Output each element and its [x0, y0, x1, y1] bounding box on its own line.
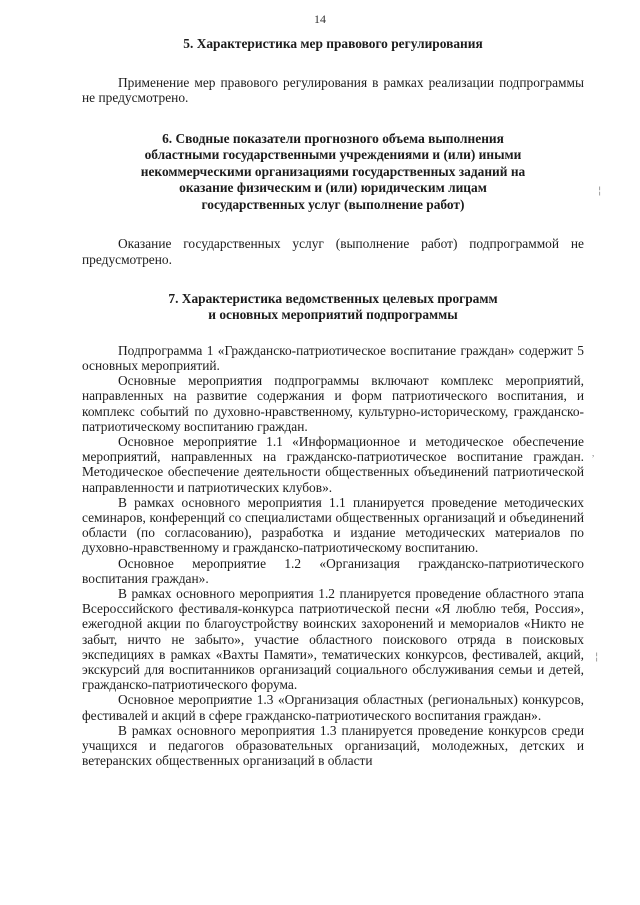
heading-line: 6. Сводные показатели прогнозного объема выполнения [162, 130, 504, 146]
paragraph: В рамках основного мероприятия 1.3 планируется проведение конкурсов среди учащихся и педагогов образовательных организаций, молодежных, детских и ветеранских общественных организаций в области [82, 722, 584, 769]
heading-line: 5. Характеристика мер правового регулирования [183, 36, 483, 51]
paragraph: Основное мероприятие 1.1 «Информационное и методическое обеспечение мероприятий, направленных на гражданско-патриотическое воспитание граждан. Методическое обеспечение деятельности общественных объединений патриотической направленности и патриотических клубов». [82, 434, 584, 495]
page-number: 14 [314, 12, 326, 26]
paragraph: Основные мероприятия подпрограммы включают комплекс мероприятий, направленных на развитие содержания и форм патриотического воспитания, и комплекс событий по духовно-нравственному, культурно-историческому, гражданско-патриотическому воспитанию граждан. [82, 373, 584, 434]
heading-line: и основных мероприятий подпрограммы [208, 307, 458, 323]
paragraph: В рамках основного мероприятия 1.1 планируется проведение методических семинаров, конференций со специалистами общественных организаций и объединений области (по согласованию), разработка и издание методических материалов по духовно-нравственному и гражданско-патриотическому воспитанию. [82, 494, 584, 556]
heading-line: государственных услуг (выполнение работ) [201, 196, 465, 212]
section-7-heading [82, 291, 584, 324]
paragraph: Применение мер правового регулирования в рамках реализации подпрограммы не предусмотрено. [82, 74, 584, 105]
section-7-body [82, 343, 584, 769]
scan-mark: , [592, 448, 595, 458]
paragraph: Подпрограмма 1 «Гражданско-патриотическое воспитание граждан» содержит 5 основных мероприятий. [82, 342, 584, 374]
section-5-body [82, 75, 584, 105]
heading-line: областными государственными учреждениями и (или) иными [144, 147, 522, 163]
section-6-body [82, 236, 584, 266]
section-6-heading [82, 131, 584, 214]
paragraph: Основное мероприятие 1.2 «Организация гражданско-патриотического воспитания граждан». [82, 555, 584, 586]
paragraph: В рамках основного мероприятия 1.2 планируется проведение областного этапа Всероссийского фестиваля-конкурса патриотической песни «Я люблю тебя, Россия», ежегодной акции по благоустройству воинских захоронений и мемориалов «Никто не забыт, ничто не забыто», участие областного поискового отряда в поисковых экспедициях в рамках «Вахты Памяти», тематических конкурсов, фестивалей, акций, экскурсий для воспитанников организаций социального обслуживания семьи и детей, гражданско-патриотического форума. [82, 586, 584, 693]
paragraph: Основное мероприятие 1.3 «Организация областных (региональных) конкурсов, фестивалей и акций в сфере гражданско-патриотического воспитания граждан». [82, 692, 584, 723]
heading-line: оказание физическим и (или) юридическим лицам [179, 180, 487, 196]
page-content [82, 30, 584, 769]
section-5-heading [82, 36, 584, 53]
scan-mark: ╎ [597, 186, 603, 196]
heading-line: некоммерческими организациями государственных заданий на [140, 163, 526, 179]
paragraph: Оказание государственных услуг (выполнение работ) подпрограммой не предусмотрено. [82, 236, 584, 267]
heading-line: 7. Характеристика ведомственных целевых программ [168, 290, 498, 306]
scan-mark: ╎ [594, 652, 600, 662]
